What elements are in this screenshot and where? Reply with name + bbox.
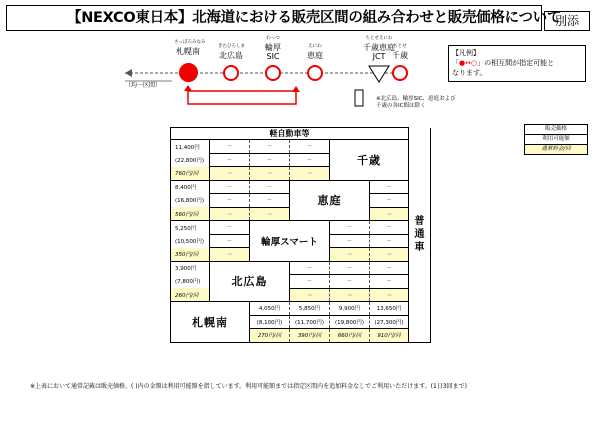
node-furigana-0: さっぽろみなみ: [174, 40, 206, 45]
legend-price: 販売価格: [525, 125, 587, 135]
dash-cell: －: [330, 221, 370, 235]
usable-cell: (7,800円): [171, 275, 210, 289]
dash-cell: －: [370, 180, 409, 194]
dash-cell: －: [250, 167, 290, 181]
dash-cell: －: [330, 261, 370, 275]
dash-cell: －: [210, 194, 250, 208]
dash-cell: －: [370, 261, 409, 275]
jct-triangle-icon: [369, 66, 389, 82]
page-title: 【NEXCO東日本】北海道における販売区間の組み合わせと販売価格について: [6, 5, 542, 31]
price-cell: 11,400円: [171, 140, 210, 154]
bottom-usable-cell: (11,700円): [290, 315, 330, 329]
dash-cell: －: [370, 234, 409, 248]
bottom-fee-cell: 270円/回: [250, 329, 290, 343]
dash-cell: －: [250, 194, 290, 208]
legend-line-1-prefix: 「: [452, 59, 459, 67]
bottom-fee-cell: 660円/回: [330, 329, 370, 343]
fee-cell: 560円/回: [171, 207, 210, 221]
footnote: ※上表において通常記載は販売価格、( )内の金額は利用可能額を指しています。利用可能額までは指定区間内を追加料金なしでご利用いただけます。(1日3回まで): [30, 383, 467, 390]
chitose-node-icon: [392, 65, 408, 81]
dash-cell: －: [210, 248, 250, 262]
bottom-price-cell: 5,850円: [290, 302, 330, 316]
bottom-usable-cell: (27,300円): [370, 315, 409, 329]
bottom-usable-cell: (8,100円): [250, 315, 290, 329]
node-name-1: 北広島: [219, 51, 243, 60]
dash-cell: －: [290, 275, 330, 289]
node-name-4: 千歳恵庭 JCT: [363, 43, 395, 61]
dash-cell: －: [250, 180, 290, 194]
node-name-3: 恵庭: [307, 51, 323, 60]
table-header: 軽自動車等: [171, 128, 409, 140]
usable-cell: (22,800円): [171, 153, 210, 167]
dash-cell: －: [210, 207, 250, 221]
diag-sapporo-minami: 札幌南: [171, 302, 250, 343]
dash-cell: －: [290, 153, 330, 167]
bottom-fee-cell: 910円/回: [370, 329, 409, 343]
node-furigana-4: ちとせえにわ: [365, 36, 393, 41]
dash-cell: －: [210, 167, 250, 181]
bottom-price-cell: 13,650円: [370, 302, 409, 316]
kitahiroshima-node-icon: [223, 65, 239, 81]
dash-cell: －: [370, 221, 409, 235]
fee-cell: 760円/回: [171, 167, 210, 181]
dash-cell: －: [210, 234, 250, 248]
dash-cell: －: [210, 140, 250, 154]
usable-cell: (16,800円): [171, 194, 210, 208]
attachment-badge: 別添: [544, 11, 590, 31]
bottom-usable-cell: (19,800円): [330, 315, 370, 329]
link-arrow-up: [292, 86, 300, 92]
bottom-price-cell: 4,050円: [250, 302, 290, 316]
dash-cell: －: [290, 261, 330, 275]
dash-cell: －: [370, 248, 409, 262]
wattsu-node-icon: [265, 65, 281, 81]
legend-line-1-suffix: 」の相互間が指定可能と: [477, 59, 555, 67]
node-name-0: 札幌南: [176, 47, 200, 56]
route-arrow-left: [125, 69, 132, 77]
node-furigana-5: ちとせ: [393, 44, 407, 49]
link-line-kitahiroshima: [188, 91, 296, 104]
price-table: [170, 127, 431, 343]
dash-cell: －: [250, 153, 290, 167]
dash-cell: －: [210, 221, 250, 235]
usable-cell: (10,500円): [171, 234, 210, 248]
dash-cell: －: [250, 207, 290, 221]
node-name-2: 輪厚 SIC: [265, 43, 281, 61]
sapporo-minami-node-icon: [179, 63, 198, 82]
eniwa-node-icon: [307, 65, 323, 81]
dash-cell: －: [290, 167, 330, 181]
node-furigana-1: きたひろしま: [218, 44, 245, 49]
dash-cell: －: [370, 207, 409, 221]
dash-cell: －: [330, 234, 370, 248]
dash-cell: －: [210, 180, 250, 194]
legend-fee: 通常料金/回: [525, 145, 587, 154]
bottom-price-cell: 9,900円: [330, 302, 370, 316]
dash-cell: －: [210, 153, 250, 167]
legend-line-2: なります。: [452, 69, 487, 77]
price-cell: 3,900円: [171, 261, 210, 275]
dash-cell: －: [330, 275, 370, 289]
diag-eniwa: 恵庭: [290, 180, 370, 221]
dash-cell: －: [370, 194, 409, 208]
dash-cell: －: [330, 288, 370, 302]
route-note-2: 千歳の各IC間は除く: [376, 103, 426, 109]
legend-usable: 利用可能額: [525, 135, 587, 145]
normal-car-label: 普 通 車: [409, 128, 431, 343]
dash-cell: －: [370, 275, 409, 289]
price-cell: 8,400円: [171, 180, 210, 194]
dash-cell: －: [330, 248, 370, 262]
node-furigana-2: わっつ: [266, 36, 280, 41]
link-arrow-up-2: [184, 85, 192, 91]
diag-wattsu: 輪厚スマート: [250, 221, 330, 262]
dash-cell: －: [290, 288, 330, 302]
route-note-1: ※北広島、輪厚SIC、恵庭および: [376, 96, 456, 102]
diag-kitahiroshima: 北広島: [210, 261, 290, 302]
bottom-fee-cell: 390円/回: [290, 329, 330, 343]
uniform-section-label: （均一区間）: [125, 82, 162, 89]
fee-cell: 350円/回: [171, 248, 210, 262]
dash-cell: －: [250, 140, 290, 154]
dash-cell: －: [290, 140, 330, 154]
node-furigana-3: えにわ: [308, 44, 322, 49]
price-cell: 5,250円: [171, 221, 210, 235]
jct-barrier-icon: [355, 90, 363, 106]
legend-heading: 【凡例】: [452, 49, 480, 57]
table-legend: [524, 124, 588, 155]
fee-cell: 260円/回: [171, 288, 210, 302]
route-diagram: [0, 0, 600, 124]
node-name-5: 千歳: [392, 51, 408, 60]
dash-cell: －: [370, 288, 409, 302]
legend-symbols: ●↔○: [459, 59, 478, 67]
diag-chitose: 千歳: [330, 140, 409, 181]
